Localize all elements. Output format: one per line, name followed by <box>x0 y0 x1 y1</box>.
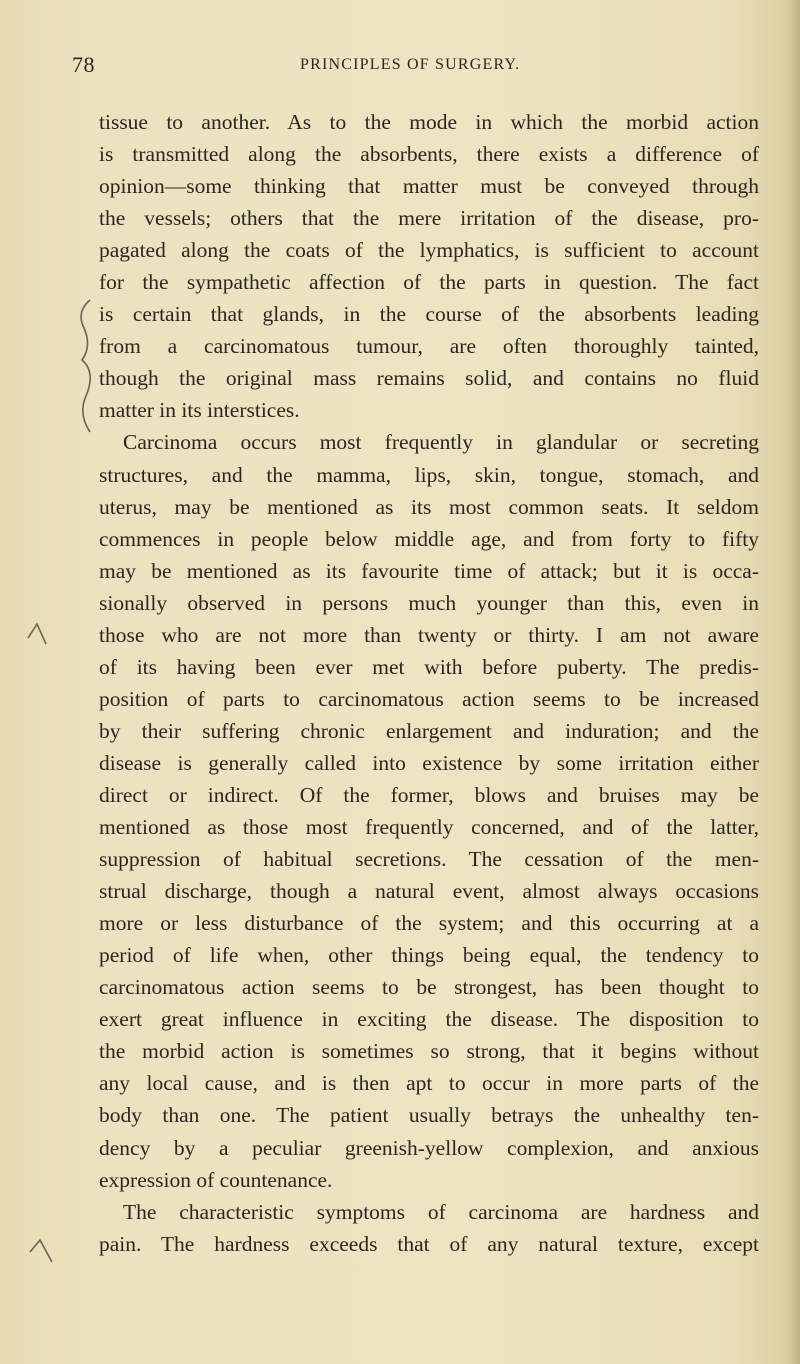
text-line: matter in its interstices. <box>99 398 300 423</box>
text-line: Carcinoma occurs most frequently in glandular or secreting <box>123 430 759 455</box>
text-line: sionally observed in persons much younger than this, even in <box>99 590 759 615</box>
text-line: more or less disturbance of the system; and this occurring at a <box>99 911 759 936</box>
text-line: any local cause, and is then apt to occur in more parts of the <box>99 1071 759 1096</box>
text-line: for the sympathetic affection of the parts in question. The fact <box>99 270 759 295</box>
text-line: those who are not more than twenty or thirty. I am not aware <box>99 622 759 647</box>
body-text <box>99 106 759 1260</box>
margin-caret-mark <box>28 624 46 644</box>
text-line: body than one. The patient usually betrays the unhealthy ten- <box>99 1103 759 1128</box>
margin-annotations <box>0 0 100 1364</box>
page-number: 78 <box>72 52 95 77</box>
text-line: the morbid action is sometimes so strong, that it begins without <box>99 1039 759 1064</box>
text-line: strual discharge, though a natural event, almost always occasions <box>99 879 759 904</box>
text-line: is transmitted along the absorbents, there exists a difference of <box>99 142 759 167</box>
running-title: PRINCIPLES OF SURGERY. <box>300 56 521 73</box>
text-line: pagated along the coats of the lymphatics, is sufficient to account <box>99 238 759 263</box>
text-line: from a carcinomatous tumour, are often thoroughly tainted, <box>99 334 759 359</box>
text-line: the vessels; others that the mere irritation of the disease, pro- <box>99 206 759 231</box>
text-line: direct or indirect. Of the former, blows and bruises may be <box>99 782 759 807</box>
text-line: tissue to another. As to the mode in which the morbid action <box>99 110 759 134</box>
text-line: may be mentioned as its favourite time of attack; but it is occa- <box>99 558 759 583</box>
text-line: commences in people below middle age, and from forty to fifty <box>99 526 759 551</box>
page-edge-shadow <box>786 0 800 1364</box>
text-line: disease is generally called into existence by some irritation either <box>99 750 759 775</box>
text-line: carcinomatous action seems to be strongest, has been thought to <box>99 975 759 1000</box>
text-line: is certain that glands, in the course of the absorbents leading <box>99 302 759 327</box>
text-line: period of life when, other things being equal, the tendency to <box>99 943 759 968</box>
text-line: structures, and the mamma, lips, skin, tongue, stomach, and <box>99 462 759 487</box>
text-line: pain. The hardness exceeds that of any natural texture, except <box>99 1231 759 1256</box>
text-line: opinion—some thinking that matter must be conveyed through <box>99 174 759 199</box>
text-line: expression of countenance. <box>99 1167 333 1192</box>
text-line: suppression of habitual secretions. The cessation of the men- <box>99 847 759 872</box>
margin-bracket-mark <box>81 300 90 432</box>
text-line: of its having been ever met with before puberty. The predis- <box>99 654 759 679</box>
text-line: exert great influence in exciting the disease. The disposition to <box>99 1007 759 1032</box>
text-line: position of parts to carcinomatous action seems to be increased <box>99 686 759 711</box>
running-head <box>0 52 800 82</box>
text-line: though the original mass remains solid, and contains no fluid <box>99 366 759 391</box>
text-line: mentioned as those most frequently concerned, and of the latter, <box>99 815 759 840</box>
text-line: dency by a peculiar greenish-yellow complexion, and anxious <box>99 1135 759 1160</box>
text-line: The characteristic symptoms of carcinoma are hardness and <box>123 1199 759 1224</box>
text-line: by their suffering chronic enlargement and induration; and the <box>99 718 759 743</box>
text-line: uterus, may be mentioned as its most common seats. It seldom <box>99 494 759 519</box>
margin-caret-mark <box>30 1240 52 1262</box>
